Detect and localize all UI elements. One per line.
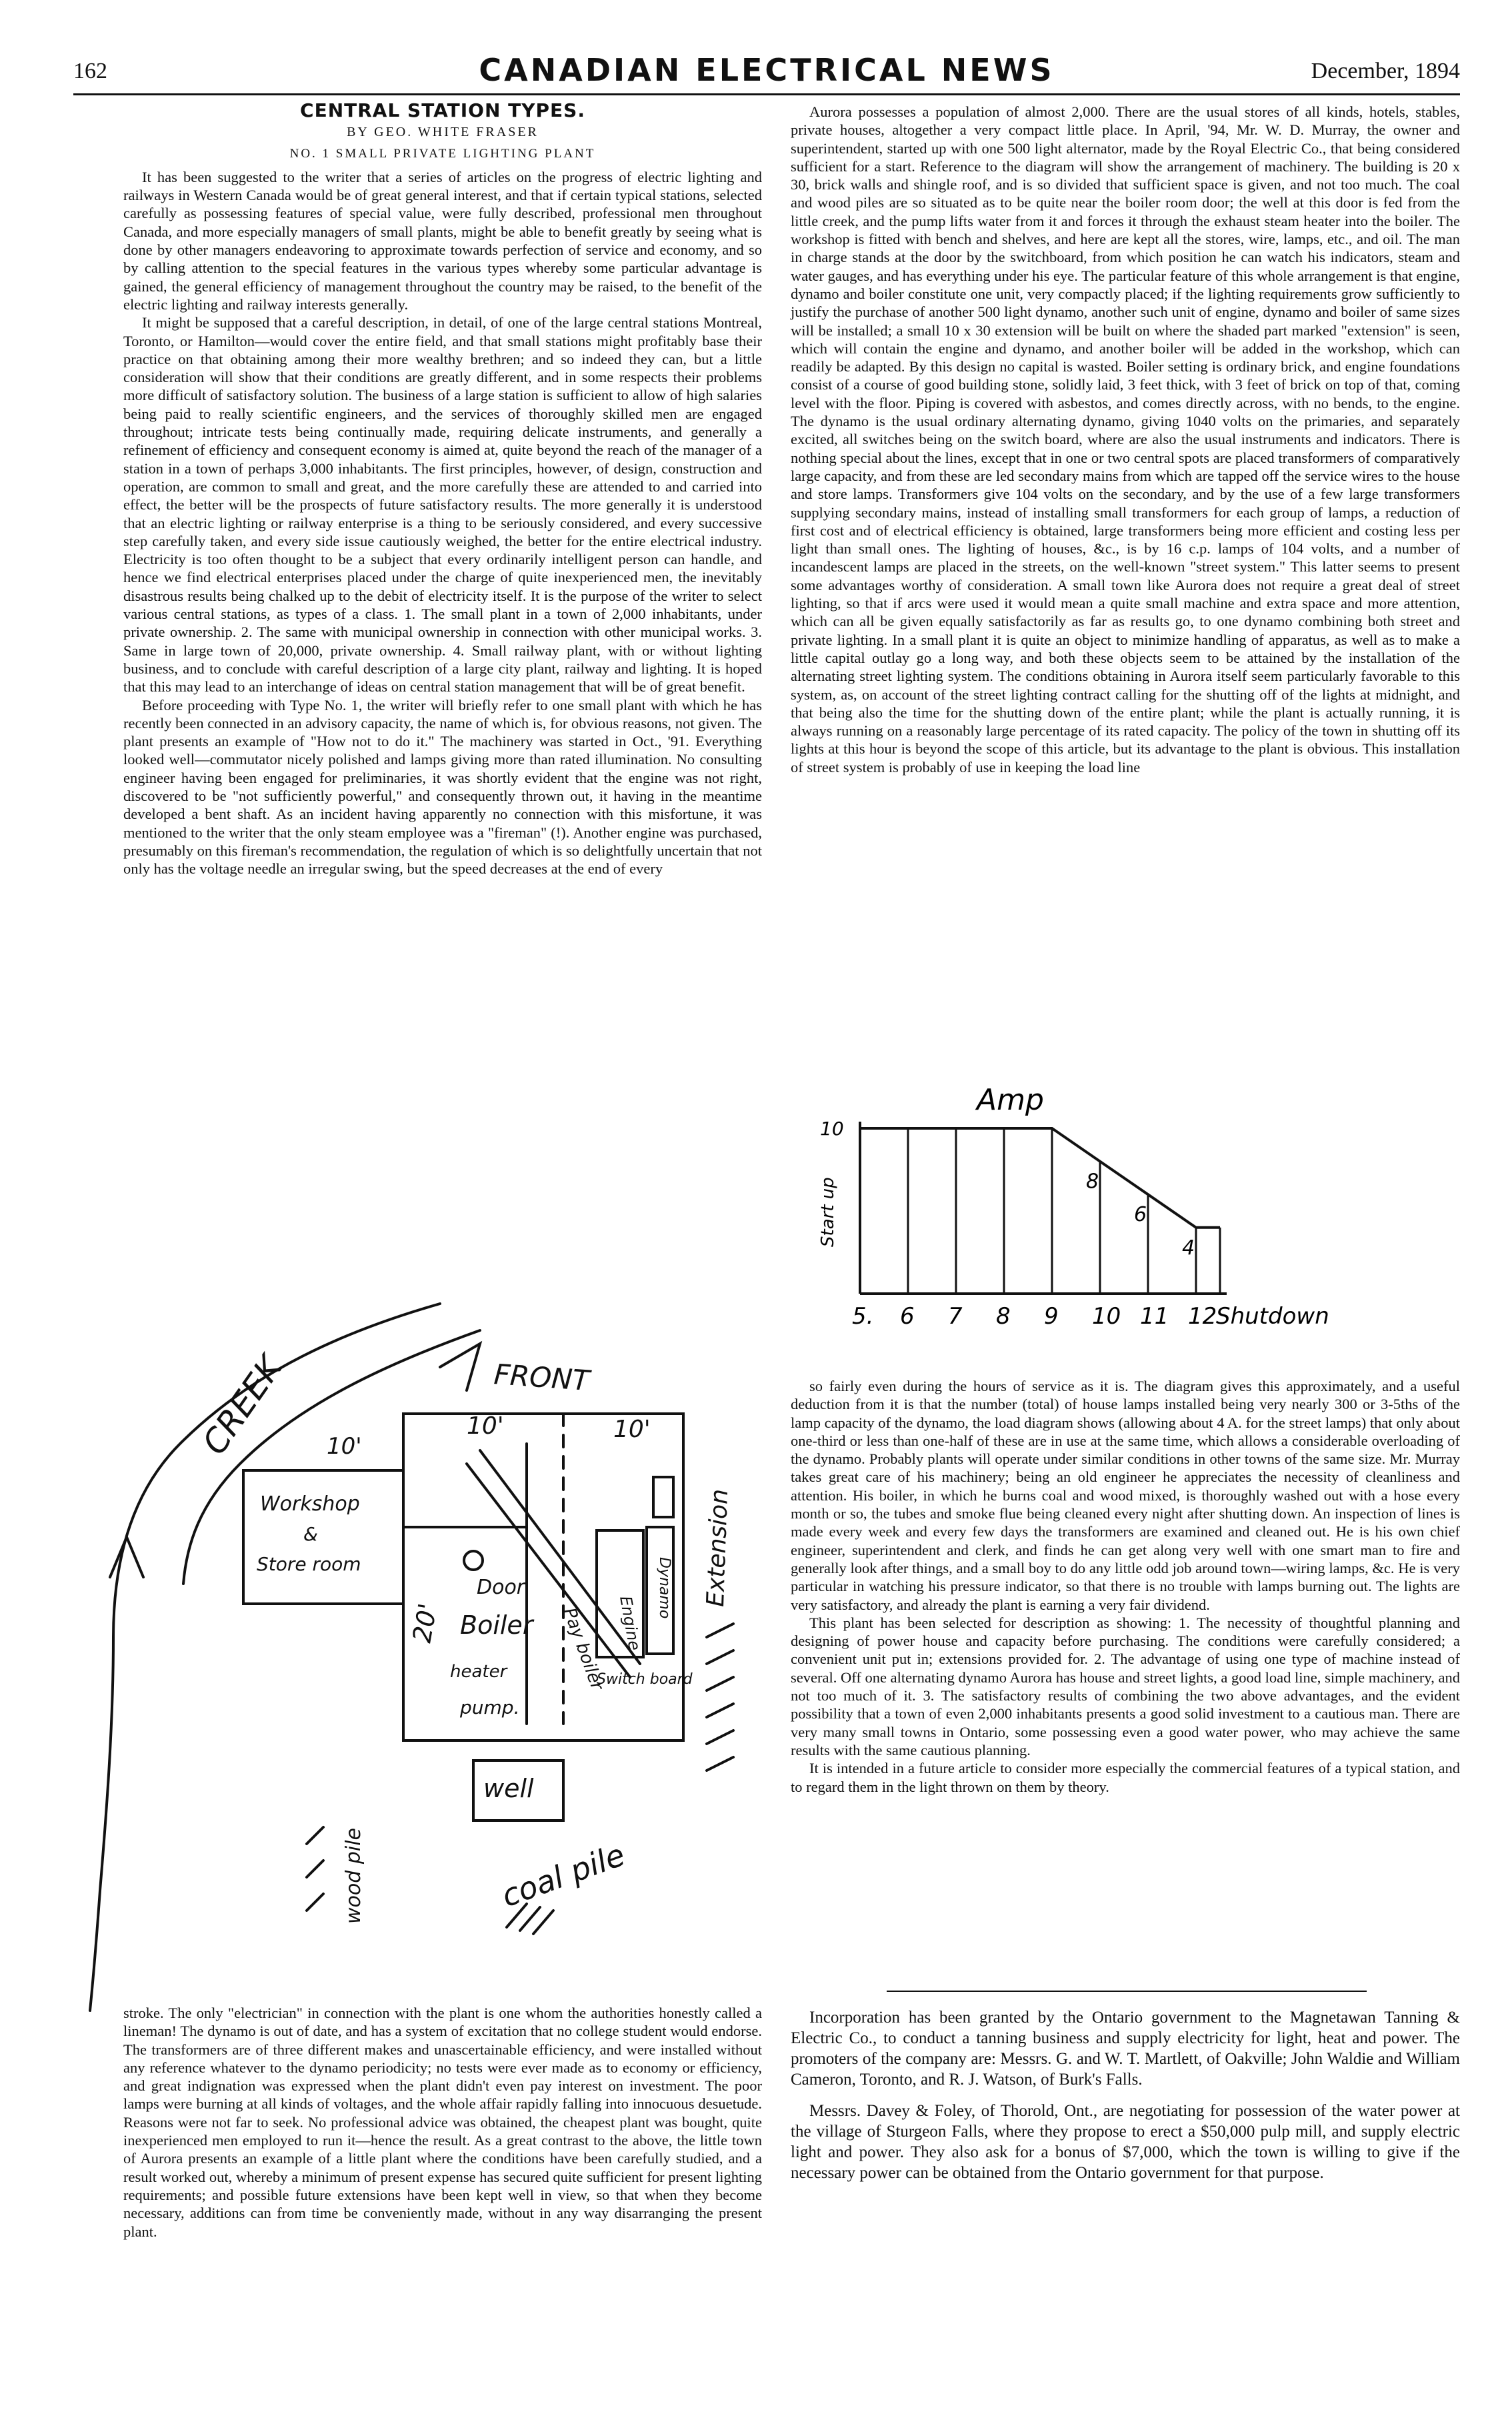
arrow-up: [110, 1537, 143, 1577]
front-label: FRONT: [493, 1358, 591, 1397]
page-header: [73, 52, 1460, 92]
load-line: [860, 1128, 1220, 1228]
paragraph: so fairly even during the hours of service as it is. The diagram gives this approximately, and a useful deduction from it is that the number (total) of house lamps installed being very nearly 300 or 3-5ths of the lamp capacity of the dynamo, the load diagram shows (allowing about 4 A. for the street lamps) that only about one-third or less than one-half of these are in use at the same time, which allows a considerable overloading of the dynamo. Probably plants will operate under similar conditions in other towns of the same size. Mr. Murray takes great care of his machinery; being an old engineer he appreciates the necessity of cleanliness and attention. His boiler, in which he burns coal and wood mixed, is thoroughly washed out with a hose every month or so, the tubes and smoke flue being cleaned every night after shutting down. An inspection of lines is made every week and every few days the transformers are examined and cleaned out. He is his own chief engineer, superintendent and clerk, and finds he can get along very well with one smart man to fire and generally look after things, and a small boy to do any little odd job around town—wiring lamps, &c. He is very particular in watching his pressure indicator, so that there is no trouble with lamps burning out. The lights are very satisfactory, and already the plant is earning a very fair dividend.: [791, 1378, 1460, 1613]
workshop-amp-label: &: [303, 1523, 318, 1545]
note-paragraph: Incorporation has been granted by the Ontario government to the Magnetawan Tanning & Electric Co., to conduct a tanning business and supply electricity for light, heat and power. The promoters of the company are: Messrs. G. and W. T. Martlett, of Oakville; John Waldie and William Cameron, Toronto, and R. J. Watson, of Burk's Falls.: [791, 2009, 1460, 2089]
y-tick-label: 10: [820, 1118, 844, 1140]
floor-plan-sketch: [67, 1290, 773, 2024]
creek-bank-outer: [90, 1304, 440, 2011]
workshop-room: [243, 1470, 403, 1604]
x-tick-label: 10: [1092, 1303, 1121, 1330]
door-label: Door: [477, 1576, 525, 1599]
amp-label: Amp: [977, 1083, 1044, 1117]
workshop-label: Workshop: [260, 1492, 360, 1516]
paragraph: Before proceeding with Type No. 1, the writer will briefly refer to one small plant with which he has recently been connected in an advisory capacity, the name of which is, for obvious reasons, not given. The plant presents an example of "How not to do it." The machinery was started in Oct., '91. Everything looked well—commutator nicely polished and lamps giving more than rated illumination. No consulting engineer having been engaged for preliminaries, it was shortly evident that the engine was not right, discovered to be "not sufficiently powerful," and consequently thrown out, it having in the meantime developed a bent shaft. As an incident having apparently no connection with this misfortune, it was mentioned to the writer that the only steam employee was a "fireman" (!). Another engine was purchased, presumably on this fireman's recommendation, the regulation of which is so delightfully uncertain that not only has the voltage needle an irregular swing, but the speed decreases at the end of every: [123, 696, 762, 878]
payboiler-label: Pay boiler: [559, 1605, 607, 1693]
article-column-1: [123, 101, 762, 878]
x-tick-label: 5.: [852, 1303, 874, 1330]
door-circle: [464, 1551, 483, 1570]
coalpile-label: coal pile: [497, 1836, 630, 1915]
shaft-line-2: [467, 1464, 630, 1677]
paragraph: This plant has been selected for description as showing: 1. The necessity of thoughtful planning and designing of power house and capacity before purchasing. The conditions were carefully considered; a convenient unit put in; extensions provided for. 2. The advantage of using one type of machine instead of several. Off one alternating dynamo Aurora has house and street lights, a good load line, simple machinery, and not too much of it. 3. The satisfactory results of combining the two above advantages, and the evident possibility that a town of even 2,000 inhabitants presents a good solid investment to a cautious man. There are very many small towns in Ontario, some possessing even a good water power, who may achieve the same results with the same cautious planning.: [791, 1614, 1460, 1758]
dynamo-label: Dynamo: [656, 1557, 673, 1619]
dim-10-top-label: 10': [467, 1412, 504, 1440]
article-title: CENTRAL STATION TYPES.: [300, 99, 585, 121]
paragraph: It is intended in a future article to consider more especially the commercial features of a typical station, and to regard them in the light thrown on them by theory.: [791, 1760, 1460, 1795]
load-diagram: [787, 1080, 1333, 1347]
paragraph: It has been suggested to the writer that a series of articles on the progress of electric lighting and railways in Western Canada would be of great general interest, and that if certain typical stations, selected carefully as possessing features of special value, were fully described, professional men throughout Canada, and more especially managers of small plants, might be able to benefit greatly by seeing what is done by other managers endeavoring to approximate towards perfection of service and economy, and so by calling attention to the special features in the various types whereby some particular advantage is gained, the general efficiency of management throughout the country may be raised, to the benefit of the electric lighting and railway interests generally.: [123, 168, 762, 313]
x-tick-label: 11: [1140, 1303, 1169, 1330]
x-tick-label: 7: [948, 1303, 963, 1330]
issue-date: December, 1894: [1311, 59, 1460, 83]
pump-label: pump.: [460, 1696, 520, 1718]
extension-hatching: [707, 1624, 733, 1770]
paragraph: It might be supposed that a careful description, in detail, of one of the large central stations Montreal, Toronto, or Hamilton—would cover the entire field, and that small stations might profitably base their practice on that obtaining among their more wealthy brethren; and so indeed they can, but a little consideration will show that their conditions are greatly different, and in some respects their problems more difficult of satisfactory solution. The business of a large station is sufficient to allow of high salaries being paid to really scientific engineers, and the services of thoroughly skilled men are engaged throughout; intricate tests being continually made, requiring delicate instruments, and generally a refinement of efficiency and consequent economy is aimed at, quite beyond the reach of the manager of a station in a town of perhaps 3,000 inhabitants. The first principles, however, of design, construction and operation, are common to small and great, and the more carefully these are attended to and carried into effect, the better will be the prospects of future satisfactory results. The more generally it is understood that an electric lighting or railway enterprise is a thing to be seriously considered, and every successive step carefully taken, and every side issue cautiously weighed, the better for the entire electrical industry. Electricity is too often thought to be a subject that every ordinarily intelligent person can handle, and hence we find electrical enterprises placed under the charge of quite inexperienced men, the inevitably disastrous results being chalked up to the debit of electricity itself. It is the purpose of the writer to select various central stations, as types of a class. 1. The small plant in a town of 2,000 inhabitants, under private ownership. 2. The same with municipal ownership in connection with other municipal works. 3. Same in large town of 20,000, private ownership. 4. Small railway plant, with or without lighting business, and to conclude with careful description of a large city plant, railway and lighting. It is hoped that this may lead to an interchange of ideas on central station management that will be of great benefit.: [123, 314, 762, 696]
x-tick-label: 12: [1188, 1303, 1217, 1330]
boiler-label: Boiler: [460, 1610, 533, 1640]
paragraph: Aurora possesses a population of almost 2,000. There are the usual stores of all kinds, hotels, stables, private houses, altogether a very compact little place. In April, '94, Mr. W. D. Murray, the owner and superintendent, started up with one 500 light alternator, made by the Royal Electric Co., that being considered sufficient for a start. Reference to the diagram will show the arrangement of machinery. The building is 20 x 30, brick walls and shingle roof, and is so divided that sufficient space is given, and not too much. The coal and wood piles are so situated as to be quite near the boiler room door; the well at this door is fed from the little creek, and the pump lifts water from it and forces it through the exhaust steam heater into the boiler. The workshop is fitted with bench and shelves, and here are kept all the stores, wire, lamps, etc., and oil. The man in charge stands at the door by the switchboard, from which position he can watch his indicators, steam and water gauges, and has everything under his eye. The particular feature of this whole arrangement is that engine, dynamo and boiler constitute one unit, very compactly placed; if the lighting requirements grow sufficiently to justify the purchase of another 500 light dynamo, another such unit of engine, dynamo and boiler of same sizes will be installed; a small 10 x 30 extension will be built on where the shaded part marked "extension" is seen, which will contain the engine and dynamo, and another boiler will be added in the workshop, which can readily be adapted. By this design no capital is wasted. Boiler setting is ordinary brick, and engine foundations consist of a course of good building stone, solidly laid, 3 feet thick, with 3 feet of brick on top of that, coming level with the floor. Piping is covered with asbestos, and comes directly across, with no bends, to the engine. The dynamo is the usual ordinary alternating dynamo, giving 1040 volts on the primaries, and separately excited, all switches being on the switch board, where are also the usual instruments and indicators. There is nothing special about the lines, except that in one or two central spots are placed transformers of comparatively large capacity, and from these are led secondary mains from which are tapped off the service wires to the house and store lamps. Transformers give 104 volts on the secondary, and by the use of a few large transformers supplying secondary mains, instead of installing small transformers for each group of lamps, a reduction of first cost and of electrical efficiency is obtained, large transformers being more efficient and costing less per light than small ones. The lighting of houses, &c., is by 16 c.p. lamps of 104 volts, and a number of incandescent lamps are placed in the streets, on the well-known "street system." This latter seems to present some advantages worthy of consideration. A small town like Aurora does not require a great deal of street lighting, so that if arcs were used it would mean a quite small machine and extra space and more attention, which can all be given equally satisfactorily as far as results go, to one dynamo combining both street and private lighting. In a small plant it is quite an object to minimize handling of apparatus, as well as to make a little capital outlay go a long way, and both these objects seem to be attained by the installation of the alternating street lighting system. The conditions obtaining in Aurora itself seem particularly favorable to this system, as, on account of the street lighting contract calling for the shutting off of the lights at midnight, and that being also the time for the shutting down of the entire plant; while the plant is actually running, it is always running on a reasonably large percentage of its rated capacity. The policy of the town in shutting off its lights at this hour is beyond the scope of this article, but its advantage to the plant is obvious. This installation of street system is probably of use in keeping the load line: [791, 103, 1460, 776]
x-tick-label: 6: [900, 1303, 915, 1330]
article-subtitle: NO. 1 SMALL PRIVATE LIGHTING PLANT: [289, 146, 596, 161]
x-tick-label: 9: [1044, 1303, 1059, 1330]
start-up-label: Start up: [818, 1177, 838, 1247]
heater-label: heater: [450, 1662, 507, 1682]
dim-10-right-label: 10': [613, 1416, 651, 1443]
article-byline: BY GEO. WHITE FRASER: [347, 125, 539, 140]
shutdown-label: Shutdown: [1216, 1303, 1329, 1330]
building-outline: [403, 1414, 683, 1740]
switchboard-label: Switch board: [597, 1671, 693, 1688]
article-column-2: [791, 103, 1460, 776]
article-column-1-continued: [123, 2004, 762, 2241]
note-paragraph: Messrs. Davey & Foley, of Thorold, Ont., are negotiating for possession of the water power at the village of Sturgeon Falls, where they propose to erect a $50,000 pulp mill, and supply electric light and power. They also ask for a bonus of $7,000, which the town is willing to give if the necessary power can be obtained from the Ontario government for that purpose.: [791, 2102, 1460, 2182]
woodpile-label: wood pile: [342, 1828, 365, 1924]
extension-label: Extension: [702, 1488, 734, 1608]
engine-label: Engine: [616, 1594, 644, 1652]
paragraph: stroke. The only "electrician" in connection with the plant is one whom the authorities honestly called a lineman! The dynamo is out of date, and has a system of excitation that no college student would endorse. The transformers are of three different makes and unascertainable efficiency, and were installed without any reference whatever to the dynamo periodicity; no tests were ever made as to economy or efficiency, and great indignation was expressed when the plant didn't even pay interest on investment. The poor lamps were burning at all kinds of voltages, and the whole affair rapidly falling into innocuous desuetude. Reasons were not far to seek. No professional advice was obtained, the cheapest plant was bought, quite inexperienced men employed to run it—hence the result. As a great contrast to the above, the little town of Aurora presents an example of a little plant where the conditions have been carefully studied, and a result worked out, whereby a minimum of present expense has secured quite sufficient for present lighting requirements; and possible future extensions have been kept well in view, so that when they become necessary, additions can from time be conveniently made, without in any way disarranging the present plant.: [123, 2005, 762, 2240]
bar-digit: 6: [1134, 1203, 1147, 1227]
section-rule: [887, 1991, 1367, 1992]
dim-20-label: 20': [407, 1601, 443, 1645]
storeroom-label: Store room: [257, 1553, 361, 1575]
bar-digit: 4: [1182, 1236, 1195, 1260]
bar-digit: 8: [1086, 1170, 1099, 1194]
page-number: 162: [73, 59, 107, 83]
creek-label: CREEK: [195, 1348, 290, 1462]
arrow-diagonal: [440, 1344, 480, 1390]
journal-title: CANADIAN ELECTRICAL NEWS: [479, 52, 1055, 88]
well-label: well: [483, 1774, 534, 1803]
dim-10-left-label: 10': [327, 1433, 362, 1460]
boiler-block: [653, 1477, 673, 1517]
wood-pile-hatching: [307, 1827, 323, 1911]
x-tick-label: 8: [996, 1303, 1011, 1330]
article-column-2-continued: [791, 1377, 1460, 1796]
header-rule: [73, 93, 1460, 95]
news-notes: [791, 2007, 1460, 2194]
